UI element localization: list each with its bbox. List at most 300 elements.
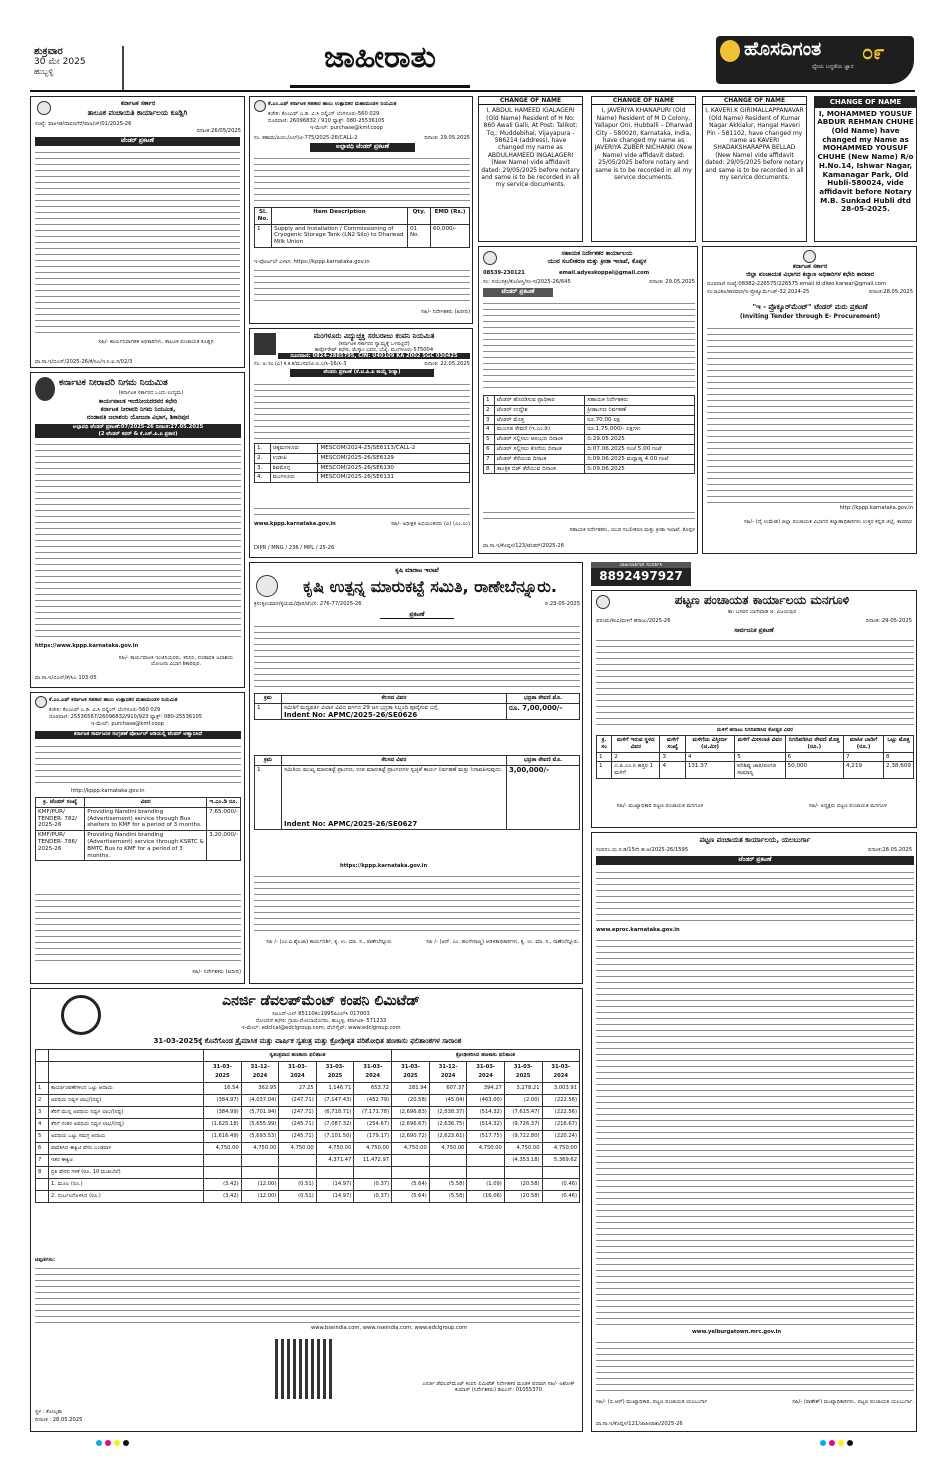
table-cell: ತೆರಿಗೆ ಮುನ್ನ ಅವಧಿಯ ನಿವ್ವಳ ಲಾಭ/(ನಷ್ಟ): [49, 1107, 204, 1119]
mescom-site[interactable]: www.kppp.karnataka.gov.in: [254, 521, 336, 527]
table-cell: 1: [597, 762, 612, 779]
brand-badge: [716, 36, 914, 84]
table-cell: 31-12-2024: [241, 1062, 279, 1083]
table-row: [484, 415, 695, 425]
ad2-td-desc: Supply and Installation / Commissioning of Cryogenic Storage Tank (LN2 Silo) to Dharwad Milk Union: [272, 224, 408, 247]
knnl-subtitle2: ಕಾರ್ಯಪಾಲಕ ಇಂಜಿನೀಯರರವರ ಕಛೇರಿ: [98, 398, 178, 405]
table-cell: 7: [844, 752, 884, 762]
table-row: [36, 1107, 580, 1119]
ad1-bar: ಟೆಂಡರ್ ಪ್ರಕಟಣೆ: [35, 137, 240, 146]
koppal-bar: ಟೆಂಡರ್ ಪ್ರಕಟಣೆ: [483, 288, 553, 297]
knnl-ref-bar2: (2 ಟೆಂಡರ್ ಕವರ್ & ಕೆ.ಎಸ್.ಪಿ.ಪಿ ಪ್ರಕಾರ): [35, 431, 241, 438]
karwar-title: ಕರ್ನಾಟಕ ಸರ್ಕಾರ: [792, 263, 828, 270]
masthead: [0, 36, 945, 94]
table-cell: 4,371.47: [316, 1155, 354, 1167]
mescom-bar: ಟೆಂಡರು ಪ್ರಕಟಣೆ (ಕೆ.ಟಿ.ಪಿ.ಪಿ ಕಾಯ್ದೆ ರೀತ್ಯಾ): [290, 369, 434, 377]
table-row: [255, 463, 470, 473]
karwar-footer: ಸಹಿ/- (ದೈ ಉಮೇಶ) ಜಿಲ್ಲಾ ಪಂಚಾಯತ ವಿಭಾಗದ ಕಲ್ಯಾಣಾಧಿಕಾರಿಗಳು ಉತ್ತರ ಕನ್ನಡ ಜಿಲ್ಲೆ, ಕಾರವಾರ: [744, 519, 912, 525]
table-cell: (452.79): [354, 1095, 392, 1107]
table-cell: 1.: [255, 444, 271, 454]
table-cell: ಅವಧಿಯ ಒಟ್ಟು ಸಮಗ್ರ ಆದಾಯ: [49, 1131, 204, 1143]
table-cell: 3: [36, 1107, 49, 1119]
table-cell: (179.17): [354, 1131, 392, 1143]
koppal-title: ಸಹಾಯಕ ನಿರ್ದೇಶಕರ ಕಾರ್ಯಾಲಯ: [561, 250, 633, 257]
table-cell: ತೆರಿಗೆ ನಂತರ ಅವಧಿಯ ನಿವ್ವಳ ಲಾಭ/(ನಷ್ಟ): [49, 1119, 204, 1131]
yelburga-code: ವಾ.ಸಾ.ಇ/ಕೊಪ್ಪಳ/121/ಜಾಹೀರಾತು/2025-26: [596, 1421, 683, 1427]
table-cell: 6: [484, 444, 495, 454]
table-cell: (514.32): [467, 1107, 504, 1119]
table-cell: ಕ್ರ. ಸಂ: [597, 736, 612, 753]
yelburga-intro: [596, 869, 914, 925]
apmc-th2-desc: ಕೆಲಸದ ವಿವರ: [282, 756, 507, 766]
table-cell: 281.94: [392, 1083, 430, 1095]
table-cell: 6: [785, 752, 844, 762]
table-cell: 5: [484, 435, 495, 445]
table-cell: ಟೆಂಡರ್ ಉದ್ದೇಶ: [494, 405, 584, 415]
apmc-th2-amt: ಭದ್ರತಾ ಠೇವಣಿ ಮೊ.: [507, 756, 580, 766]
table-cell: (5,655.99): [241, 1119, 279, 1131]
edcl-table: [35, 1049, 580, 1203]
kmf2-phone: ದೂರವಾಣಿ: 25536567/26096832/910/923 ಫ್ಯಾಕ್ಸ್: 080-25536105: [49, 714, 203, 720]
kmf2-site[interactable]: http://kppp.karnataka.gov.in: [71, 788, 145, 794]
edcl-headline: 31-03-2025ಕ್ಕೆ ಕೊನೆಗೊಂಡ ತ್ರೈಮಾಸಿಕ ಮತ್ತು ವಾರ್ಷಿಕ ಸ್ವತಂತ್ರ ಮತ್ತು ಕ್ರೋಢೀಕೃತ ಪರಿಶೋಧಿತ ಹಣಕಾಸು ಫಲಿತಾಂಶಗಳ ಸಾರಾಂಶ: [153, 1037, 462, 1045]
table-cell: ಮಳಿಗೆ ಮೀಸಲಾತಿ ವಿವರ: [735, 736, 785, 753]
table-cell: 31-03-2025: [204, 1062, 242, 1083]
page-number: ೦೯: [862, 40, 885, 64]
apmc-r2-no: 1: [255, 765, 282, 829]
ad-pattana-panchayat-managuli: [591, 590, 917, 828]
kmf2-email: ಇ-ಮೇಲ್: purchase@kmf.coop: [91, 721, 164, 727]
apmc-r1-no: 1: [255, 703, 282, 720]
table-cell: (2,636.75): [429, 1119, 467, 1131]
table-cell: (7,101.50): [316, 1131, 354, 1143]
table-row: [597, 762, 914, 779]
table-cell: [429, 1155, 467, 1167]
table-cell: ಇತರ ಈಕ್ವಿಟಿ: [49, 1155, 204, 1167]
apmc-r2-desc-cell: [282, 765, 507, 829]
table-cell: [279, 1155, 316, 1167]
table-cell: 4,750.00: [241, 1143, 279, 1155]
apmc-site[interactable]: https://kppp.karnataka.gov.in: [340, 863, 428, 869]
mescom-address: ಕಾರ್ಪೊರೇಟ್ ಕಛೇರಿ, ಮೆಸ್ಕಾಂ ಭವನ, ಬೆಜೈ, ಮಂಗಳೂರು-575004: [314, 347, 434, 353]
ad2-th-desc: Item Description: [272, 208, 408, 225]
ad2-date: ದಿನಾಂಕ: 29.05.2025: [424, 135, 470, 141]
table-cell: ಅವಧಿಯ ನಿವ್ವಳ ಲಾಭ/(ನಷ್ಟ): [49, 1095, 204, 1107]
table-cell: [429, 1167, 467, 1179]
table-cell: 2: [36, 1095, 49, 1107]
table-cell: (5.58): [429, 1179, 467, 1191]
table-cell: ಉಡುಪಿ: [270, 453, 318, 463]
table-cell: ಒಟ್ಟು ಮೊತ್ತ: [884, 736, 914, 753]
table-cell: 50,000: [785, 762, 844, 779]
table-cell: 4: [660, 762, 685, 779]
table-cell: (2,690.72): [392, 1131, 430, 1143]
edcl-notes: [35, 1265, 580, 1323]
table-row: [484, 425, 695, 435]
apmc-r1-amt: ರೂ. 7,00,000/-: [507, 703, 580, 720]
ad1-code: ವಾ.ಸಾ.ಇ/ಬಿಎನ್/2025-26/ಕೆ/ಸಿಎ/ಇ.ಸಿ.ಐ.ಸ/02/3: [35, 359, 133, 365]
table-cell: 31-03-2024: [467, 1062, 504, 1083]
table-cell: [279, 1167, 316, 1179]
karwar-site[interactable]: http://kppp.karnataka.gov.in: [839, 505, 913, 511]
edcl-cin: ಸಿಐಎನ್-ಎಲ್ 85110ಕೆಎ1995ಪಿಎಲ್‌ಸಿ 017003: [272, 1011, 370, 1017]
edcl-links[interactable]: www.bseindia.com, www.nseindia.com, www.edclgroup.com: [311, 1325, 467, 1331]
table-cell: ಟೆಂಡರ್ ಹೊರಡಿಸುವ ಪ್ರಾಧಿಕಾರ: [494, 396, 584, 406]
table-cell: ಮಳಿಗೆ ಇರುವ ಸ್ಥಳದ ವಿವರ: [612, 736, 660, 753]
ad2-bar: ಅಲ್ಪಾವಧಿ ಟೆಂಡರ್ ಪ್ರಕಟಣೆ: [310, 143, 415, 152]
table-cell: [36, 1050, 49, 1062]
table-cell: (9,722.80): [504, 1131, 542, 1143]
registration-dot: [96, 1440, 102, 1446]
table-cell: (2,696.67): [392, 1119, 430, 1131]
registration-marks-bottom: [96, 1440, 129, 1446]
yelburga-site2[interactable]: www.yelburgatown.mrc.gov.in: [692, 1329, 782, 1335]
table-cell: 4,219: [844, 762, 884, 779]
table-cell: (6,718.71): [316, 1107, 354, 1119]
table-cell: [467, 1167, 504, 1179]
ad2-ref: ಸಂ. ಕಹಾಮ/ಪಿಯು/ಎಲ್/ಟಿ-775/2025-26/CALL-2: [254, 135, 358, 141]
table-row: [597, 752, 914, 762]
ad-kmf-branding-tender: [30, 692, 245, 984]
knnl-footer: ಸಹಿ/- ಕಾರ್ಯಪಾಲಕ ಇಂಜಿನಿಯರರು, ಕನಿನಿನಿ, ದಂಡಾವತಿ ಜಲಾಶಯ ಯೋಜನಾ ವಿಭಾಗ ಶಿಕಾರಿಪುರ.: [118, 655, 234, 668]
table-cell: 4,750.00: [429, 1143, 467, 1155]
table-cell: [354, 1167, 392, 1179]
table-cell: 4,750.00: [542, 1143, 579, 1155]
table-cell: MESCOM/2025-26/SE6130: [318, 463, 470, 473]
emblem-icon: [596, 595, 610, 609]
table-cell: 394.27: [467, 1083, 504, 1095]
table-cell: [36, 1179, 49, 1191]
con4-text: I, MOHAMMED YOUSUF ABDUR REHMAN CHUHE (Old Name) have changed my Name as MOHAMMED YOUSUF CHUHE (New Name) R/o H.No.14, Ishwar Nagar, Kamanagar Park, Old Hubli-580024, vide affidavit before Notary M.B. Sunkad Hubli dtd 28-05-2025.: [817, 108, 914, 214]
apmc-dept: ಕೃಷಿ ಮಾರಾಟ ಇಲಾಖೆ: [395, 567, 439, 574]
ad2-td-sl: 1: [255, 224, 272, 247]
table-cell: 7: [36, 1155, 49, 1167]
apmc-r1-desc-cell: [282, 703, 507, 720]
table-cell: 6: [36, 1143, 49, 1155]
registration-marks-bottom-right: [820, 1440, 853, 1446]
ad-district-welfare-karwar: [702, 246, 917, 554]
koppal-subtitle: ಯುವ ಸಬಲೀಕರಣ ಮತ್ತು ಕ್ರೀಡಾ ಇಲಾಖೆ, ಕೊಪ್ಪಳ: [547, 258, 647, 265]
table-cell: (0.46): [542, 1191, 579, 1203]
table-cell: KMF/PUR/ TENDER- 786/ 2025-26: [36, 831, 85, 861]
koppal-code: ವಾ.ಸಾ.ಇ/ಕೊಪ್ಪಳ/123/ಟೆಂಡರ್/2025-26: [483, 543, 565, 549]
table-cell: ಮುಂಗಡ ಠೇವಣಿ (ಇ.ಎಂ.ಡಿ): [494, 425, 584, 435]
section-title: ಜಾಹೀರಾತು: [290, 40, 470, 88]
header-rule: [30, 90, 915, 92]
table-cell: (7,615.47): [504, 1107, 542, 1119]
table-cell: 362.95: [241, 1083, 279, 1095]
table-row: [36, 1095, 580, 1107]
koppal-tail: [483, 509, 695, 523]
knnl-ref-bar: ಅಲ್ಪಾವಧಿ ಟೆಂಡರ್ ಪ್ರಕಟಣೆ:07/2025-26 ದಿನಾಂಕ:27.05.2025: [35, 424, 241, 431]
advertise-number[interactable]: 8892497927: [599, 569, 683, 584]
table-cell: (220.24): [542, 1131, 579, 1143]
mescom-table: [254, 443, 470, 483]
managuli-sign-right: ಸಹಿ/- ಅಧ್ಯಕ್ಷರು ಪಟ್ಟಣ ಪಂಚಾಯತ ಮನಗೂಳಿ: [808, 803, 888, 809]
table-cell: (2,538.37): [429, 1107, 467, 1119]
ad-kmf-ln2-tender: [249, 96, 473, 324]
yelburga-site1[interactable]: www.eproc.karnataka.gov.in: [596, 927, 680, 933]
table-cell: 4: [484, 425, 495, 435]
table-row: [36, 1119, 580, 1131]
table-cell: (45.04): [429, 1095, 467, 1107]
con1-heading: CHANGE OF NAME: [479, 97, 582, 105]
kmf2-title: ಕೆ.ಎಂ.ಎಫ್ ಕರ್ನಾಟಕ ಸಹಕಾರ ಹಾಲು ಉತ್ಪಾದಕರ ಮಹಾಮಂಡಳ ನಿಯಮಿತ: [49, 697, 178, 703]
table-cell: 31-12-2024: [429, 1062, 467, 1083]
apmc-bar: ಪ್ರಕಟಣೆ: [380, 611, 454, 619]
table-cell: 3: [660, 752, 685, 762]
kmf2-bar: ಕರ್ನಾಟಕ ಸಾರ್ವಜನಿಕ ಸಂಗ್ರಹಣೆ ಪೋರ್ಟಲ್ ಅಡಿಯಲ್ಲಿ ಟೆಂಡರ್ ಆಹ್ವಾನಿಸಿದೆ: [35, 731, 241, 739]
table-cell: 8: [884, 752, 914, 762]
table-cell: (245.71): [279, 1119, 316, 1131]
table-cell: 2.: [255, 453, 271, 463]
table-cell: 27.25: [279, 1083, 316, 1095]
apmc-table-2: [254, 755, 580, 830]
kmf-logo-icon: [35, 696, 47, 708]
advertise-label: ಜಾಹೀರಾತಿಗಾಗಿ ಸಂಪರ್ಕಿಸಿ: [591, 562, 691, 568]
table-cell: 1: [484, 396, 495, 406]
table-cell: ಟೆಂಡರ್ ಸಲ್ಲಿಸಲು ಕೊನೆಯ ದಿನಾಂಕ: [494, 444, 584, 454]
table-row: [255, 444, 470, 454]
table-cell: 8: [484, 464, 495, 474]
ad-mescom: [249, 328, 473, 558]
karwar-ref: ಸಂ:ಜಿವಿಕಅ/ಕಾರವಾರ/ಇ-ಪ್ರೊಕ್ಯೂರ್ಮೆಂಟ್-32 2024-25: [707, 289, 810, 295]
managuli-subtitle: ತಾ: ಬಸವನ ಬಾಗೇವಾಡಿ ಜಿ: ವಿಜಯಪುರ: [727, 609, 797, 615]
table-cell: ದಿ:09.06.2025 ಮಧ್ಯಾಹ್ನ 4.00 ಗಂಟೆ: [585, 454, 695, 464]
table-row: [36, 1131, 580, 1143]
table-cell: 16.54: [204, 1083, 242, 1095]
edcl-date: ದಿನಾಂಕ : 28.05.2025: [35, 1417, 83, 1423]
ad2-site[interactable]: ಇ-ಪೋರ್ಟಲ್ ವಿಳಾಸ: https://kppp.karnataka.gov.in: [254, 259, 370, 265]
table-cell: ಮಾಸಿಕ ಬಾಡಿಗೆ (ರೂ.): [844, 736, 884, 753]
table-cell: ನಿಗದಿಪಡಿಸಿದ ಠೇವಣಿ ಮೊತ್ತ (ರೂ.): [785, 736, 844, 753]
koppal-date: ದಿನಾಂಕ: 29.05.2025: [649, 279, 695, 285]
table-cell: (0.46): [542, 1179, 579, 1191]
table-row: [255, 473, 470, 483]
ad1-date: ದಿನಾಂಕ:26/05/2025: [196, 128, 241, 134]
table-row: [36, 1155, 580, 1167]
table-cell: (7,147.43): [316, 1095, 354, 1107]
table-row: [36, 1179, 580, 1191]
table-header-row: [597, 736, 914, 753]
table-cell: ದಿ:09.06.2025: [585, 464, 695, 474]
table-cell: 2,38,609: [884, 762, 914, 779]
apmc-th-no: ಕ್ರಮ: [255, 694, 282, 704]
ad-pattana-panchayat-yelburga: [591, 832, 917, 1432]
table-cell: [504, 1167, 542, 1179]
table-cell: [49, 1050, 204, 1062]
table-cell: (384.99): [204, 1107, 242, 1119]
ad2-td-emd: 60,000/-: [431, 224, 470, 247]
table-row: [484, 396, 695, 406]
mescom-date: ದಿನಾಂಕ: 22.05.2025: [424, 361, 470, 367]
header-day: ಶುಕ್ರವಾರ: [34, 46, 63, 57]
koppal-email[interactable]: email.adyeskoppal@gmail.com: [559, 270, 650, 276]
apmc-r1-indent: Indent No: APMC/2025-26/SE0626: [284, 710, 418, 719]
table-header-row: [36, 1062, 580, 1083]
ad2-th-emd: EMD (Rs.): [431, 208, 470, 225]
table-cell: [241, 1155, 279, 1167]
karwar-subtitle: ಜಿಲ್ಲಾ ಪಂಚಾಯತ ವಿಭಾಗದ ಕಲ್ಯಾಣ ಅಧಿಕಾರಿಗಳ ಕಛೇರಿ ಕಾರವಾರ: [746, 271, 874, 278]
table-cell: ಮಂಗಳೂರು: [270, 473, 318, 483]
registration-dot: [114, 1440, 120, 1446]
table-cell: 4,750.00: [279, 1143, 316, 1155]
con1-text: I, ABDUL HAMEED IGALAGERI (Old Name) Resident of H No: 860 Awali Galli, At Post: Talikot: Tq.: Muddebihal, Vijayapura - 586214 (address), have changed my name as ABDULHAMEED INGALAGERI (New Name) vide affidavit dated: 29/05/2025 before notary and same is to be recorded in all my service documents.: [481, 107, 580, 189]
con2-text: I, JAVERIYA KHANAPURI (Old Name) Resident of M D Colony, Yallapur Oni, Hubballi – Dharwad City - 580020, Karnataka, India, have changed my name as JAVERIYA ZUBER NICHANKI (New Name) vide affidavit dated: 25/05/2025 before notary and same is to be recorded in all my service documents.: [594, 107, 693, 182]
table-cell: 4: [36, 1119, 49, 1131]
table-cell: ದಿ:07.06.2025 ಸಂಜೆ 5.00 ಗಂಟೆ: [585, 444, 695, 454]
table-cell: 4.: [255, 473, 271, 483]
table-cell: MESCOM/2024-25/SE6113/CALL-2: [318, 444, 470, 454]
table-cell: 5: [36, 1131, 49, 1143]
table-cell: 3: [484, 415, 495, 425]
ad1-subtitle: ತಾಲೂಕ ಪಂಚಾಯತಿ ಕಾರ್ಯಾಲಯ ಕೂಡ್ಲಿಗಿ: [87, 109, 188, 117]
yelburga-date: ದಿನಾಂಕ:28.05.2025: [867, 847, 912, 853]
table-cell: ಶಿವಮೊಗ್ಗ: [270, 463, 318, 473]
apmc-th-amt: ಭದ್ರತಾ ಠೇವಣಿ ಮೊ.: [507, 694, 580, 704]
ad1-title: ಕರ್ನಾಟಕ ಸರ್ಕಾರ: [120, 100, 156, 107]
apmc-r2-indent: Indent No: APMC/2025-26/SE0627: [284, 819, 418, 828]
knnl-title: ಕರ್ನಾಟಕ ನೀರಾವರಿ ನಿಗಮ ನಿಯಮಿತ: [59, 378, 168, 388]
table-cell: 31-03-2024: [354, 1062, 392, 1083]
table-cell: 607.37: [429, 1083, 467, 1095]
table-cell: (0.51): [279, 1191, 316, 1203]
table-cell: ಟೆಂಡರ್ ಮೊತ್ತ: [494, 415, 584, 425]
con2-heading: CHANGE OF NAME: [592, 97, 695, 105]
table-row: [484, 435, 695, 445]
table-cell: (3.42): [204, 1191, 242, 1203]
table-row: [36, 831, 241, 861]
table-cell: 31-03-2025: [316, 1062, 354, 1083]
con4-heading: CHANGE OF NAME: [815, 97, 916, 108]
table-cell: (0.37): [354, 1191, 392, 1203]
knnl-site[interactable]: https://www.kppp.karnataka.gov.in: [35, 643, 139, 649]
table-row: [484, 454, 695, 464]
table-row: [484, 464, 695, 474]
mescom-footer: ಸಹಿ/- ಅಧೀಕ್ಷಕ ಅಭಿಯಂತರರು (ವಿ) (ಎಂ.ಎಂ): [391, 521, 470, 527]
table-cell: ತಾಂತ್ರಿಕ ಬಿಡ್ ತೆರೆಯುವ ದಿನಾಂಕ: [494, 464, 584, 474]
mescom-title: ಮಂಗಳೂರು ವಿದ್ಯುಚ್ಛಕ್ತಿ ಸರಬರಾಜು ಕಂಪನಿ ನಿಯಮಿತ: [313, 332, 435, 340]
table-cell: 1. ಮೂಲ (ರೂ.): [49, 1179, 204, 1191]
table-cell: ಪ್ರತಿ ಷೇರಿನ ಗಳಿಕೆ (ರೂ. 10 ಮುಖಬೆಲೆ): [49, 1167, 204, 1179]
table-cell: 2: [484, 405, 495, 415]
mescom-tail: [254, 505, 470, 517]
ad2-footer: ಸಹಿ/- ನಿರ್ದೇಶಕರು (ಖರೀದಿ): [421, 309, 470, 315]
yelburga-bar: ಟೆಂಡರ್ ಪ್ರಕಟಣೆ: [596, 856, 914, 865]
table-cell: 131.37: [685, 762, 734, 779]
table-header-cell: ಇ.ಎಂ.ಡಿ ರೂ.: [207, 798, 241, 808]
koppal-phone: 08539-230121: [483, 270, 525, 276]
table-cell: (247.71): [279, 1095, 316, 1107]
ad-karnataka-neeravari-nigam: [30, 372, 245, 688]
table-cell: 2. ದುರ್ಬಲಗೊಳಿಸಿದ (ರೂ.): [49, 1191, 204, 1203]
table-cell: (2,696.83): [392, 1107, 430, 1119]
karwar-body: [707, 325, 913, 503]
ad-taluk-panchayat-kudligi: [30, 96, 245, 368]
table-cell: (517.75): [467, 1131, 504, 1143]
managuli-date: ದಿನಾಂಕ: 29-05-2025: [865, 618, 912, 624]
table-cell: 4,750.00: [504, 1143, 542, 1155]
yelburga-ref: ಸಂಪಪಂ.ಯ.ರ.ಡಿ/15ನೇ ಹ.ಆ/2025-26/1595: [596, 847, 689, 853]
apmc-date: ದಿ:23-05-2025: [544, 601, 580, 607]
table-cell: MESCOM/2025-26/SE6131: [318, 473, 470, 483]
table-cell: ಎ.ಪಿ.ಎಂ.ಸಿ ಹತ್ತಿರ 1 ಮಳಿಗೆ: [612, 762, 660, 779]
header-date: 30 ಮೇ 2025: [34, 57, 86, 67]
koppal-intro: [483, 300, 695, 392]
karwar-headline: "ಇ - ಪ್ರೊಕ್ಯೂರ್‌ಮೆಂಟ್" ಟೆಂಡರ್ ಮರು ಪ್ರಕಟಣೆ: [752, 303, 868, 311]
table-cell: 4: [685, 752, 734, 762]
table-cell: (5,701.94): [241, 1107, 279, 1119]
table-cell: (216.67): [542, 1119, 579, 1131]
table-cell: ಟೆಂಡರ್ ಸಲ್ಲಿಸಲು ಆರಂಭದ ದಿನಾಂಕ: [494, 435, 584, 445]
table-cell: 1: [597, 752, 612, 762]
managuli-intro: [596, 637, 914, 725]
yelburga-footer-left: ಸಹಿ/- (ಬಿ.ಆರ್) ಮುಖ್ಯಾಧಿಕಾರಿ, ಪಟ್ಟಣ ಪಂಚಾಯತ ಯಲಬುರ್ಗಾ: [596, 1399, 708, 1405]
change-of-name-3: [702, 96, 807, 242]
table-cell: Providing Nandini branding (Advertisement) service through KSRTC & BMTC Bus to KMF for a period of 3 months.: [85, 831, 207, 861]
table-cell: ಸ್ವತಂತ್ರವಾದ ಹಣಕಾಸು ಫಲಿತಾಂಶ: [204, 1050, 392, 1062]
table-cell: ಪಾವತಿಸಿದ ಈಕ್ವಿಟಿ ಷೇರು ಬಂಡವಾಳ: [49, 1143, 204, 1155]
kmf-logo-icon: [254, 100, 266, 112]
table-cell: [204, 1167, 242, 1179]
edcl-place: ಸ್ಥಳ : ಕೋಲ್ಕತಾ: [35, 1409, 62, 1415]
table-cell: (463.00): [467, 1095, 504, 1107]
apmc-ref: ಕ್ರಸಂಕೃಉಮಾಸ/ಕೃಯಮ/ಪೊಠ/ಟೆಂ/ಸ: 276-77/2025-26: [254, 601, 362, 607]
apmc-th-desc: ಕೆಲಸದ ವಿವರ: [282, 694, 507, 704]
managuli-table-title: ಮಳಿಗೆ ಹರಾಜು ನಿಗದಿಪಡಿಸಿದ ಕೋಷ್ಟಕ ವಿವರ: [716, 727, 794, 733]
table-cell: Providing Nandini branding (Advertisement) service through Bus shelters to KMF for a period of 3 months.: [85, 807, 207, 830]
mescom-subtitle: (ಕರ್ನಾಟಕ ಸರ್ಕಾರದ ಸ್ವಾಮ್ಯಕ್ಕೆ ಒಳಪಟ್ಟಿದೆ): [338, 341, 410, 347]
registration-dot: [105, 1440, 111, 1446]
ad2-email: ಇ-ಮೇಲ್: purchase@kmf.coop: [310, 125, 383, 131]
change-of-name-2: [591, 96, 696, 242]
yelburga-title: ಪಟ್ಟಣ ಪಂಚಾಯತ ಕಾರ್ಯಾಲಯ, ಯಲಬುರ್ಗಾ: [699, 836, 811, 844]
karwar-date: ದಿನಾಂಕ:28.05.2025: [868, 289, 913, 295]
table-cell: (222.56): [542, 1107, 579, 1119]
ad1-body: [35, 149, 240, 337]
table-row: [255, 453, 470, 463]
table-cell: (384.97): [204, 1095, 242, 1107]
ad2-td-qty: 01 No.: [408, 224, 431, 247]
table-cell: [316, 1167, 354, 1179]
table-cell: [36, 1062, 49, 1083]
ad2-address: ಕಚೇರಿ: ಕೆಎಂಎಫ್ ಎ.ಡಿ. ವಿ.ಸಿ ಬಿಲ್ಡಿಂಗ್ ಬೆಂಗಳೂರು-560 029: [268, 111, 380, 117]
edcl-address: ನೋಂದಣಿ ಕಛೇರಿ: ಗ್ರಾಮ-ಮೋಬಾಯೊಗರು, ಹುಬ್ಬಳ್ಳಿ, ಕರ್ನಾಟಕ- 571233: [255, 1018, 387, 1024]
table-header-row: [36, 1050, 580, 1062]
ad-youth-sports-koppal: [478, 246, 698, 554]
table-cell: 3,20,000/-: [207, 831, 241, 861]
table-cell: 4,750.00: [204, 1143, 242, 1155]
ad2-intro: [254, 155, 470, 203]
ad1-footer: ಸಹಿ/- ಕಾರ್ಯನಿರ್ವಾಹಕ ಅಧಿಕಾರಿಗಳು, ತಾಲೂಕ ಪಂಚಾಯತ ಕೂಡ್ಲಿಗಿ: [98, 339, 214, 345]
table-cell: 1: [36, 1083, 49, 1095]
change-of-name-1: [478, 96, 583, 242]
table-cell: ಟೆಂಡರ್ ತೆರೆಯುವ ದಿನಾಂಕ: [494, 454, 584, 464]
table-cell: ರೂ.70.00 ಲಕ್ಷ: [585, 415, 695, 425]
table-cell: (9,726.37): [504, 1119, 542, 1131]
table-cell: 31-03-2024: [542, 1062, 579, 1083]
table-cell: (514.32): [467, 1119, 504, 1131]
karwar-contact: ದೂರವಾಣಿ ಸಂಖ್ಯೆ:08382-226575/226575 email id:dlwo.karwar@gmail.com: [707, 281, 887, 287]
mescom-intro: [254, 381, 470, 441]
con3-text: I, KAVERI.K GIRIMALLAPPANAVAR (Old Name) Resident of Kumar Nagar Akkialur, Hangal Haveri Pin - 581102, have changed my name as KAVERI SHADAKSHARAPPA BELLAD (New Name) vide affidavit dated: 29/05/2025 before notary and same is to be recorded in all my service documents.: [705, 107, 804, 182]
table-header-cell: ಕ್ರ. ಟೆಂಡರ್ ಸಂಖ್ಯೆ: [36, 798, 85, 808]
table-cell: (3.42): [204, 1179, 242, 1191]
mescom-logo-icon: [254, 333, 276, 355]
table-row: [484, 405, 695, 415]
koppal-ref: ಸಂ: ಸಯುಸಕ್ರೀ/ಕೊ/ಆಸ್ತಿ/ಸಂ-ಸ/2025-26/645: [483, 279, 571, 285]
table-cell: (20.58): [392, 1095, 430, 1107]
